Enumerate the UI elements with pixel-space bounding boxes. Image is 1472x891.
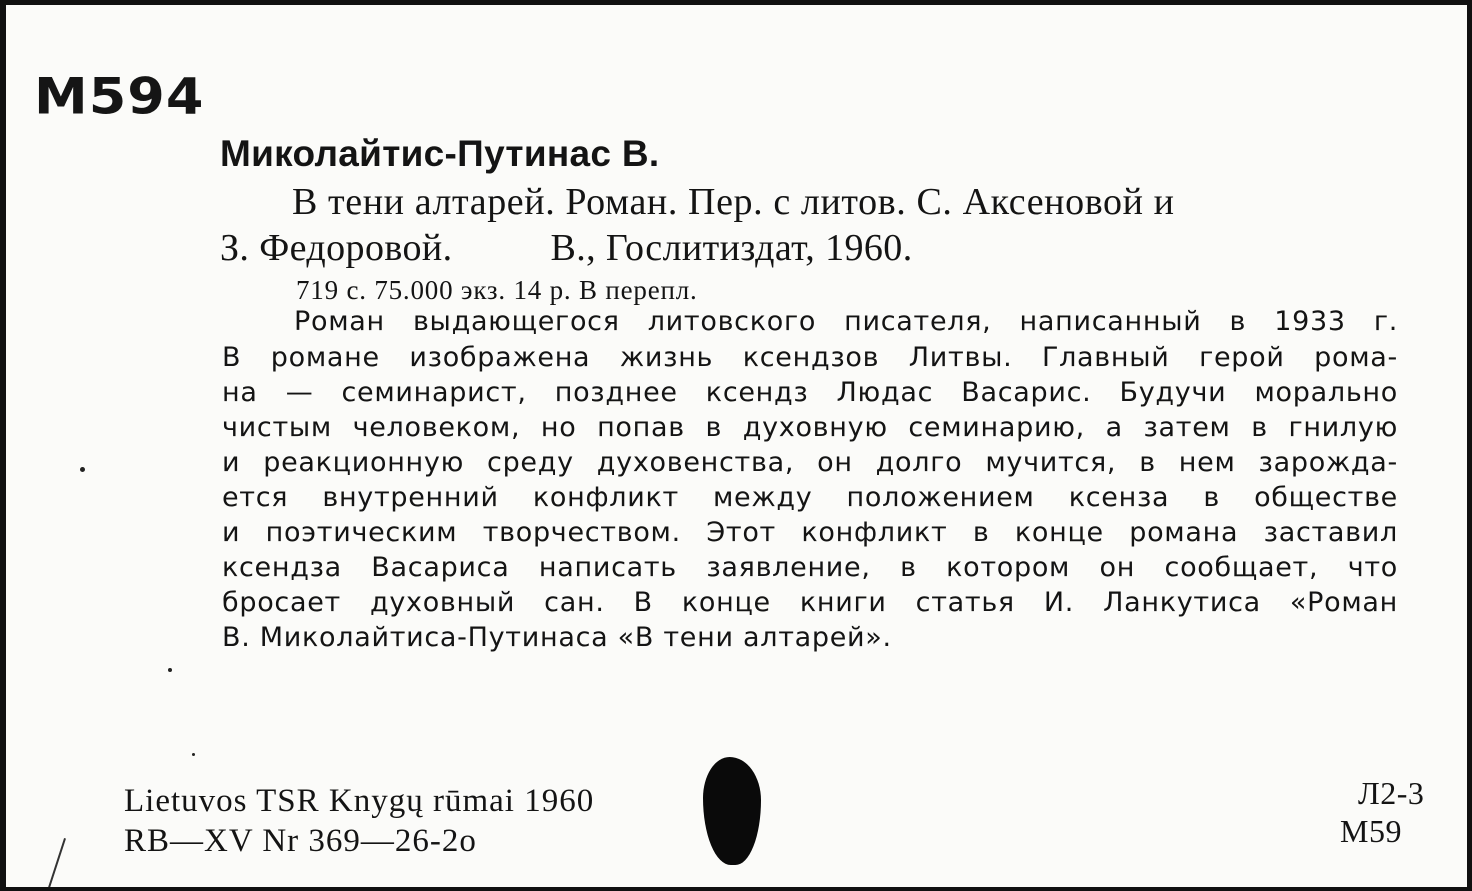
annotation-line: чистым человеком, но попав в духовную семинарию, а затем в гнилую — [222, 412, 1398, 443]
author-heading: Миколайтис-Путинас В. — [220, 133, 660, 174]
shelf-mark: М594 — [34, 67, 205, 126]
scratch-mark — [48, 838, 66, 888]
speck — [168, 668, 172, 672]
annotation-line: В романе изображена жизнь ксендзов Литвы. Главный герой рома- — [222, 342, 1398, 373]
title-line-1: В тени алтарей. Роман. Пер. с литов. С. Аксеновой и — [292, 181, 1175, 223]
annotation-line: бросает духовный сан. В конце книги статья И. Ланкутиса «Роман — [222, 587, 1398, 618]
ink-blot — [703, 757, 761, 865]
imprint-line-2: RB—XV Nr 369—26-2o — [124, 823, 477, 859]
annotation-line: ксендза Васариса написать заявление, в котором он сообщает, что — [222, 552, 1398, 583]
publisher-text: В., Гослитиздат, 1960. — [550, 227, 913, 269]
translator-text: З. Федоровой. — [220, 227, 453, 269]
annotation-line: Роман выдающегося литовского писателя, написанный в 1933 г. — [294, 306, 1398, 337]
physical-description: 719 с. 75.000 экз. 14 р. В перепл. — [296, 275, 698, 305]
annotation-line: и поэтическим творчеством. Этот конфликт в конце романа заставил — [222, 517, 1398, 548]
annotation-line: и реакционную среду духовенства, он долго мучится, в нем зарожда- — [222, 447, 1398, 478]
imprint-line-1: Lietuvos TSR Knygų rūmai 1960 — [124, 783, 595, 819]
speck — [192, 753, 195, 756]
annotation-line: на — семинарист, позднее ксендз Людас Васарис. Будучи морально — [222, 377, 1398, 408]
annotation-line: В. Миколайтиса-Путинаса «В тени алтарей». — [222, 622, 892, 653]
speck — [80, 467, 85, 472]
annotation-line: ется внутренний конфликт между положением ксенза в обществе — [222, 482, 1398, 513]
title-line-2 — [220, 225, 1396, 271]
author-mark: М59 — [1340, 813, 1402, 849]
classification-mark: Л2-3 — [1358, 775, 1425, 811]
